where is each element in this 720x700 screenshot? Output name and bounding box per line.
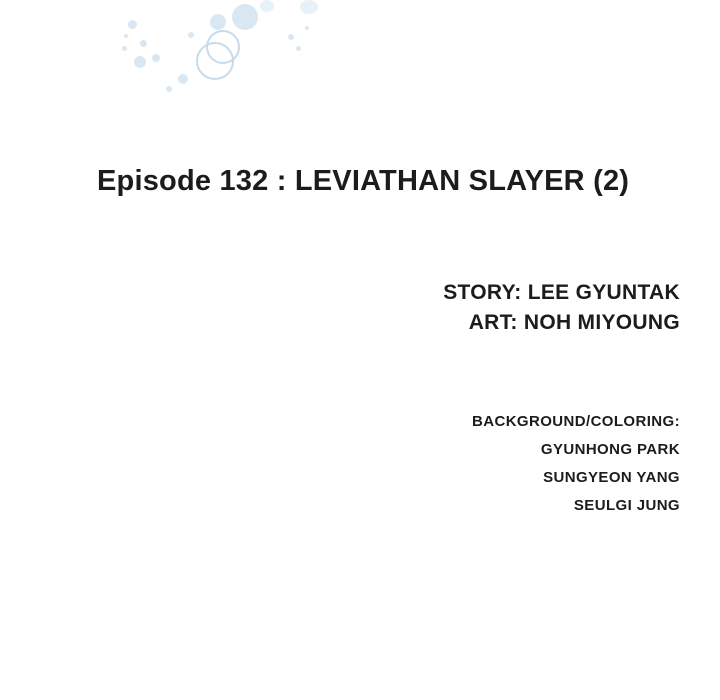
droplet-icon (232, 4, 258, 30)
droplet-icon (206, 30, 240, 64)
credit-name: GYUNHONG PARK (540, 441, 680, 458)
droplet-icon (188, 32, 194, 38)
droplet-icon (134, 56, 146, 68)
credits-secondary (260, 408, 680, 520)
credit-art: ART: NOH MIYOUNG (468, 311, 680, 334)
droplet-icon (260, 0, 274, 12)
droplet-icon (152, 54, 160, 62)
credit-story: STORY: LEE GYUNTAK (443, 281, 680, 304)
credit-background-coloring-heading: BACKGROUND/COLORING: (472, 413, 680, 430)
droplet-icon (296, 46, 301, 51)
droplet-icon (288, 34, 294, 40)
credit-name: SEULGI JUNG (573, 497, 680, 514)
droplet-icon (305, 26, 309, 30)
page-title: Episode 132 : LEVIATHAN SLAYER (2) (97, 165, 630, 197)
credit-name: SUNGYEON YANG (543, 469, 680, 486)
credits-main (260, 278, 680, 338)
water-droplets-decoration (100, 0, 340, 110)
droplet-icon (166, 86, 172, 92)
droplet-icon (178, 74, 188, 84)
droplet-icon (196, 42, 234, 80)
droplet-icon (124, 34, 128, 38)
droplet-icon (210, 14, 226, 30)
droplet-icon (128, 20, 137, 29)
droplet-icon (122, 46, 127, 51)
droplet-icon (140, 40, 147, 47)
droplet-icon (300, 0, 318, 14)
